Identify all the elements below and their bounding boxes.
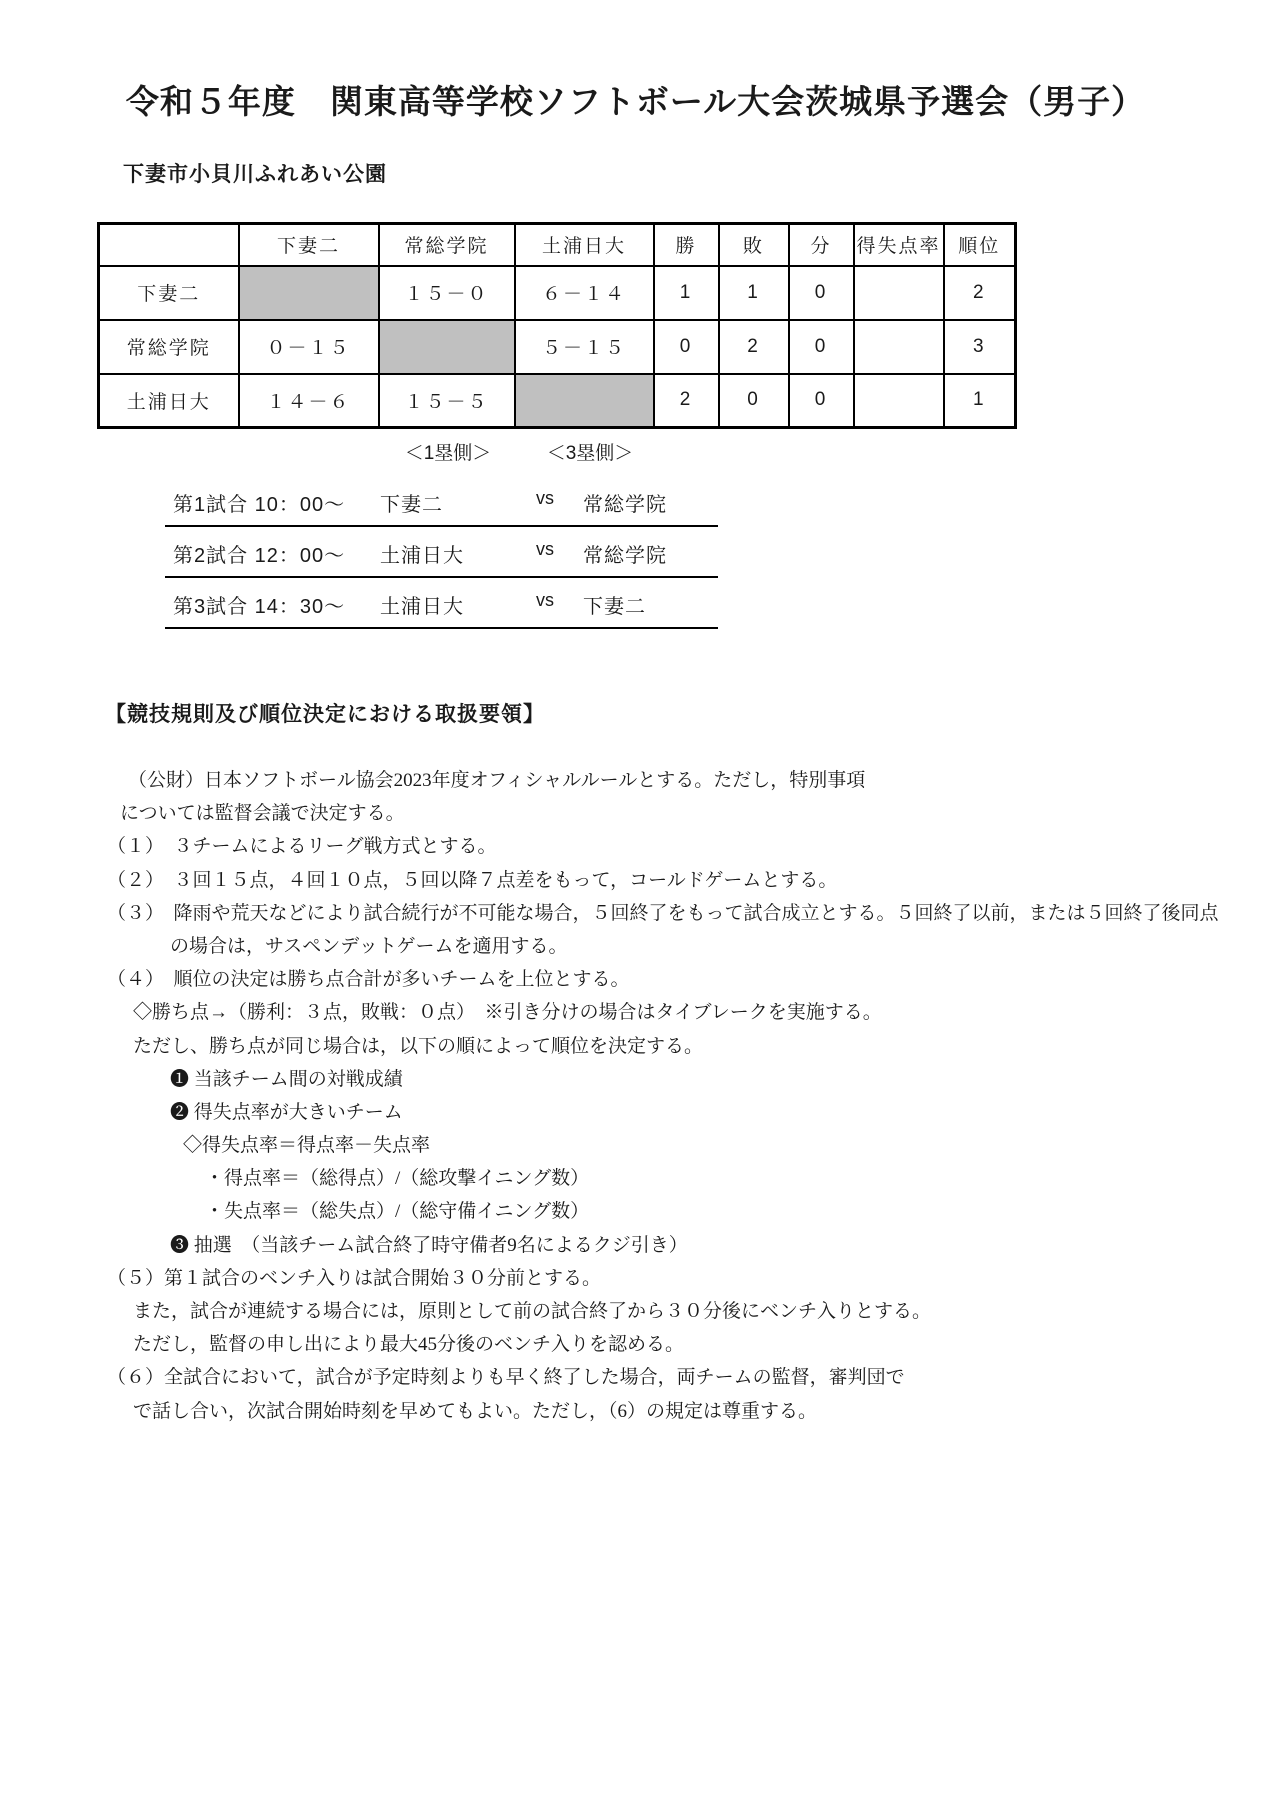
match-schedule xyxy=(165,476,718,629)
rule-line: （６）全試合において，試合が予定時刻よりも早く終了した場合，両チームの監督，審判団で xyxy=(107,1367,905,1389)
game-time-label: 第2試合 12：00～ xyxy=(173,545,346,567)
rule-line: （１） ３チームによるリーグ戦方式とする。 xyxy=(107,836,497,858)
losses-cell: 1 xyxy=(719,266,789,320)
schedule-row-game1 xyxy=(165,476,718,527)
score-cell: ６－１４ xyxy=(515,266,654,320)
standings-header-row xyxy=(99,224,1016,266)
standings-header-losses: 敗 xyxy=(719,224,789,266)
score-cell: ０－１５ xyxy=(239,320,379,374)
standings-table xyxy=(97,222,1017,429)
schedule-row-game2 xyxy=(165,527,718,578)
page-title: 令和５年度 関東高等学校ソフトボール大会茨城県予選会（男子） xyxy=(125,83,1146,120)
rule-line: ただし，監督の申し出により最大45分後のベンチ入りを認める。 xyxy=(133,1334,685,1356)
standings-header-run-ratio: 得失点率 xyxy=(854,224,944,266)
rules-list xyxy=(0,764,1271,1428)
wins-cell: 2 xyxy=(654,374,719,428)
wins-cell: 0 xyxy=(654,320,719,374)
rule-line: ・得点率＝（総得点）/（総攻撃イニング数） xyxy=(205,1168,590,1190)
team-name-cell: 土浦日大 xyxy=(99,374,239,428)
rule-line: ❸ 抽選 （当該チーム試合終了時守備者9名によるクジ引き） xyxy=(170,1234,688,1256)
run-ratio-cell xyxy=(854,374,944,428)
rule-line: ・失点率＝（総失点）/（総守備イニング数） xyxy=(205,1201,590,1223)
rank-cell: 2 xyxy=(944,266,1016,320)
game-time-label: 第1試合 10：00～ xyxy=(173,494,346,516)
rule-line: （４） 順位の決定は勝ち点合計が多いチームを上位とする。 xyxy=(107,969,630,991)
losses-cell: 2 xyxy=(719,320,789,374)
schedule-row-game3 xyxy=(165,578,718,629)
rule-line: ❷ 得失点率が大きいチーム xyxy=(170,1101,403,1123)
rule-line: ◇得失点率＝得点率－失点率 xyxy=(183,1135,431,1157)
standings-header-draws: 分 xyxy=(789,224,854,266)
draws-cell: 0 xyxy=(789,266,854,320)
rule-line: （公財）日本ソフトボール協会2023年度オフィシャルルールとする。ただし，特別事項 xyxy=(128,770,866,791)
standings-header-team1: 下妻二 xyxy=(239,224,379,266)
diagonal-cell xyxy=(515,374,654,428)
score-cell: １５－０ xyxy=(379,266,515,320)
draws-cell: 0 xyxy=(789,320,854,374)
team-name-cell: 下妻二 xyxy=(99,266,239,320)
rule-line: （３） 降雨や荒天などにより試合続行が不可能な場合，５回終了をもって試合成立とする。５回終了以前，または５回終了後同点 xyxy=(107,902,1219,924)
diagonal-cell xyxy=(239,266,379,320)
home-team: 土浦日大 xyxy=(380,545,464,567)
home-team: 下妻二 xyxy=(380,494,443,516)
standings-header-wins: 勝 xyxy=(654,224,719,266)
rule-line: については監督会議で決定する。 xyxy=(120,803,405,825)
run-ratio-cell xyxy=(854,266,944,320)
standings-header-team2: 常総学院 xyxy=(379,224,515,266)
away-team: 下妻二 xyxy=(583,596,646,618)
vs-label: vs xyxy=(536,539,554,559)
game-time-label: 第3試合 14：30～ xyxy=(173,596,346,618)
diagonal-cell xyxy=(379,320,515,374)
rule-line: また，試合が連続する場合には，原則として前の試合終了から３０分後にベンチ入りとする。 xyxy=(133,1301,932,1322)
away-team: 常総学院 xyxy=(583,545,667,567)
standings-row-shimotsuma xyxy=(99,266,1016,320)
standings-header-team3: 土浦日大 xyxy=(515,224,654,266)
away-team: 常総学院 xyxy=(583,494,667,516)
home-team: 土浦日大 xyxy=(380,596,464,618)
rule-line: で話し合い，次試合開始時刻を早めてもよい。ただし，（6）の規定は尊重する。 xyxy=(133,1400,818,1422)
rank-cell: 3 xyxy=(944,320,1016,374)
rule-line: （２） ３回１５点，４回１０点，５回以降７点差をもって，コールドゲームとする。 xyxy=(107,869,838,891)
rule-line: の場合は，サスペンデットゲームを適用する。 xyxy=(170,935,568,957)
third-base-side-label: ＜3塁側＞ xyxy=(546,443,634,464)
vs-label: vs xyxy=(536,488,554,508)
wins-cell: 1 xyxy=(654,266,719,320)
score-cell: ５－１５ xyxy=(515,320,654,374)
standings-row-joso xyxy=(99,320,1016,374)
rules-heading: 【競技規則及び順位決定における取扱要領】 xyxy=(105,702,545,726)
rule-line: ❶ 当該チーム間の対戦成績 xyxy=(170,1068,403,1090)
rule-line: （５）第１試合のベンチ入りは試合開始３０分前とする。 xyxy=(107,1267,602,1289)
standings-header-rank: 順位 xyxy=(944,224,1016,266)
first-base-side-label: ＜1塁側＞ xyxy=(404,443,492,464)
rank-cell: 1 xyxy=(944,374,1016,428)
vs-label: vs xyxy=(536,590,554,610)
score-cell: １４－６ xyxy=(239,374,379,428)
rule-line: ◇勝ち点→（勝利：３点，敗戦：０点） ※引き分けの場合はタイブレークを実施する。 xyxy=(133,1002,882,1024)
team-name-cell: 常総学院 xyxy=(99,320,239,374)
losses-cell: 0 xyxy=(719,374,789,428)
venue-label: 下妻市小貝川ふれあい公園 xyxy=(123,163,387,186)
score-cell: １５－５ xyxy=(379,374,515,428)
standings-row-tsuchiura xyxy=(99,374,1016,428)
draws-cell: 0 xyxy=(789,374,854,428)
run-ratio-cell xyxy=(854,320,944,374)
standings-header-empty xyxy=(99,224,239,266)
rule-line: ただし、勝ち点が同じ場合は，以下の順によって順位を決定する。 xyxy=(133,1035,704,1057)
